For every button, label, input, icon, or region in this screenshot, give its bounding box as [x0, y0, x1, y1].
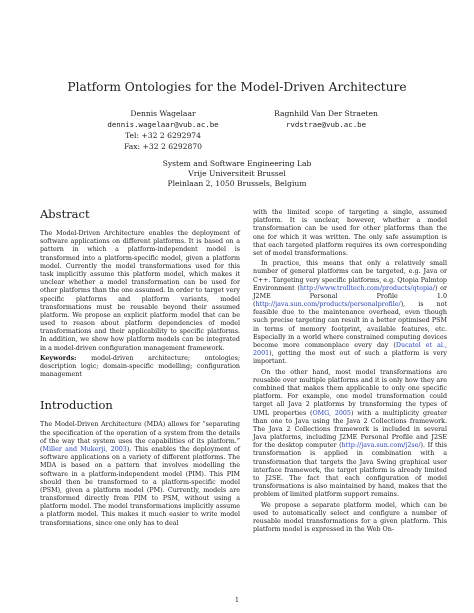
- text-span: ) or J2ME Personal Profile 1.0 (: [253, 284, 447, 309]
- affiliation: [0, 159, 474, 189]
- page-number: 1: [234, 596, 240, 604]
- citation-link[interactable]: Ducatel et al., 2001: [253, 342, 447, 358]
- text-span: On the other hand, most model transformations are reusable over multiple platforms and it is only how they are combined that makes them applicable to only one specific platform. For example, one model transformation could target all Java 2 platforms by transforming the types of UML properties (: [253, 368, 447, 417]
- introduction-paragraph: [40, 421, 240, 527]
- text-span: ), is not feasible due to the maintenance overhead, even though such precise targeting can result in a better optimised PSM in terms of memory footprint, available features, etc. Especially in a world where constrained computing devices become more commonplace every day (: [253, 301, 447, 349]
- url-link[interactable]: http://java.sun.com/products/personalprofile/: [255, 301, 401, 309]
- citation-link[interactable]: OMG, 2005: [312, 409, 351, 417]
- author-name: Ragnhild Van Der Straeten: [274, 109, 378, 118]
- text-span: ). This enables the deployment of software applications on a variety of different platforms. The MDA is based on a pattern that involves modelling the software in a platform-independent model (PIM). This PIM should then be transformed to a platform-specific model (PSM), given a platform model (PM). Currently, models are transformed directly from PIM to PSM, without using a platform model. The model transformations implicitly assume a platform model. This makes it much easier to write model transformations, since one only has to deal: [40, 445, 240, 527]
- author-fax: Fax: +32 2 6292870: [123, 142, 203, 151]
- paragraph: [253, 369, 447, 500]
- paragraph: with the limited scope of targeting a single, assumed platform. It is unclear, however, whether a model transformation can be used for other platforms than the one for which it was written. The only safe assumption is that each targeted platform requires its own corresponding set of model transformations.: [253, 209, 447, 257]
- right-column: [253, 209, 447, 534]
- text-span: ) with a multiplicity greater than one to Java using the Java 2 Collections framework. The Java 2 Collections framework is included in several Java platforms, including J2ME Personal Profile and J2SE for the desktop computer (: [253, 409, 447, 450]
- keywords-label: Keywords:: [40, 354, 77, 362]
- url-link[interactable]: http://www.trolltech.com/products/qtopia/: [299, 284, 435, 292]
- author-name: Dennis Wagelaar: [130, 109, 196, 118]
- paper-title: Platform Ontologies for the Model-Driven Architecture: [67, 80, 407, 94]
- citation-link[interactable]: Miller and Mukerji, 2003: [42, 445, 127, 453]
- author-email: rvdstrae@vub.ac.be: [285, 120, 367, 129]
- affiliation-lab: System and Software Engineering Lab: [162, 159, 312, 168]
- affiliation-address: Pleinlaan 2, 1050 Brussels, Belgium: [167, 179, 307, 188]
- author-email: dennis.wagelaar@vub.ac.be: [107, 120, 219, 129]
- text-span: ). If this transformation is applied in combination with a transformation that targets the Java Swing graphical user interface framework, the target platform is already limited to J2SE. The fact that each configuration of model transformations is also maintained by hand, makes that the problem of limited platform support remains.: [253, 442, 447, 499]
- text-span: The Model-Driven Architecture (MDA) allows for “separating the specification of the operation of a system from the details of the way that system uses the capabilities of its platform.” (: [40, 421, 240, 453]
- keywords-text: model-driven architecture; ontologies; description logic; domain-specific modelling; configuration management: [40, 354, 240, 379]
- text-span: ), getting the most out of such a platform is very important.: [253, 350, 447, 366]
- left-column: [40, 208, 240, 528]
- introduction-heading: Introduction: [40, 398, 113, 413]
- author-block-2: [246, 108, 406, 130]
- url-link[interactable]: http://java.sun.com/j2se/: [341, 442, 421, 450]
- paragraph: [253, 260, 447, 366]
- keywords: [40, 355, 240, 380]
- affiliation-university: Vrije Universiteit Brussel: [188, 169, 286, 178]
- paragraph: We propose a separate platform model, which can be used to automatically select and configure a number of reusable model transformations for a given platform. This platform model is expressed in the Web On-: [253, 501, 447, 534]
- text-span: In practice, this means that only a relatively small number of general platforms can be targeted, e.g. Java or C++. Targeting very specific platforms, e.g. Qtopia Palmtop Environment (: [253, 260, 447, 292]
- abstract-heading: Abstract: [40, 207, 90, 221]
- author-block-1: [88, 108, 238, 152]
- author-tel: Tel: +32 2 6292974: [125, 131, 201, 140]
- abstract-text: The Model-Driven Architecture enables the deployment of software applications on different platforms. It is based on a pattern in which a platform-independent model is transformed into a platform-specific model, given a platform model. Currently the model transformations used for this task implicitly assume this platform model, which makes it unclear whether a model transformation can be used for other platforms than the one assumed. In order to target very specific platforms and platform variants, model transformations must be reusable beyond their assumed platform. We propose an explicit platform model that can be used to reason about platform dependencies of model transformations and their applicability to specific platforms. In addition, we show how platform models can be integrated in a model-driven configuration management framework.: [40, 230, 240, 352]
